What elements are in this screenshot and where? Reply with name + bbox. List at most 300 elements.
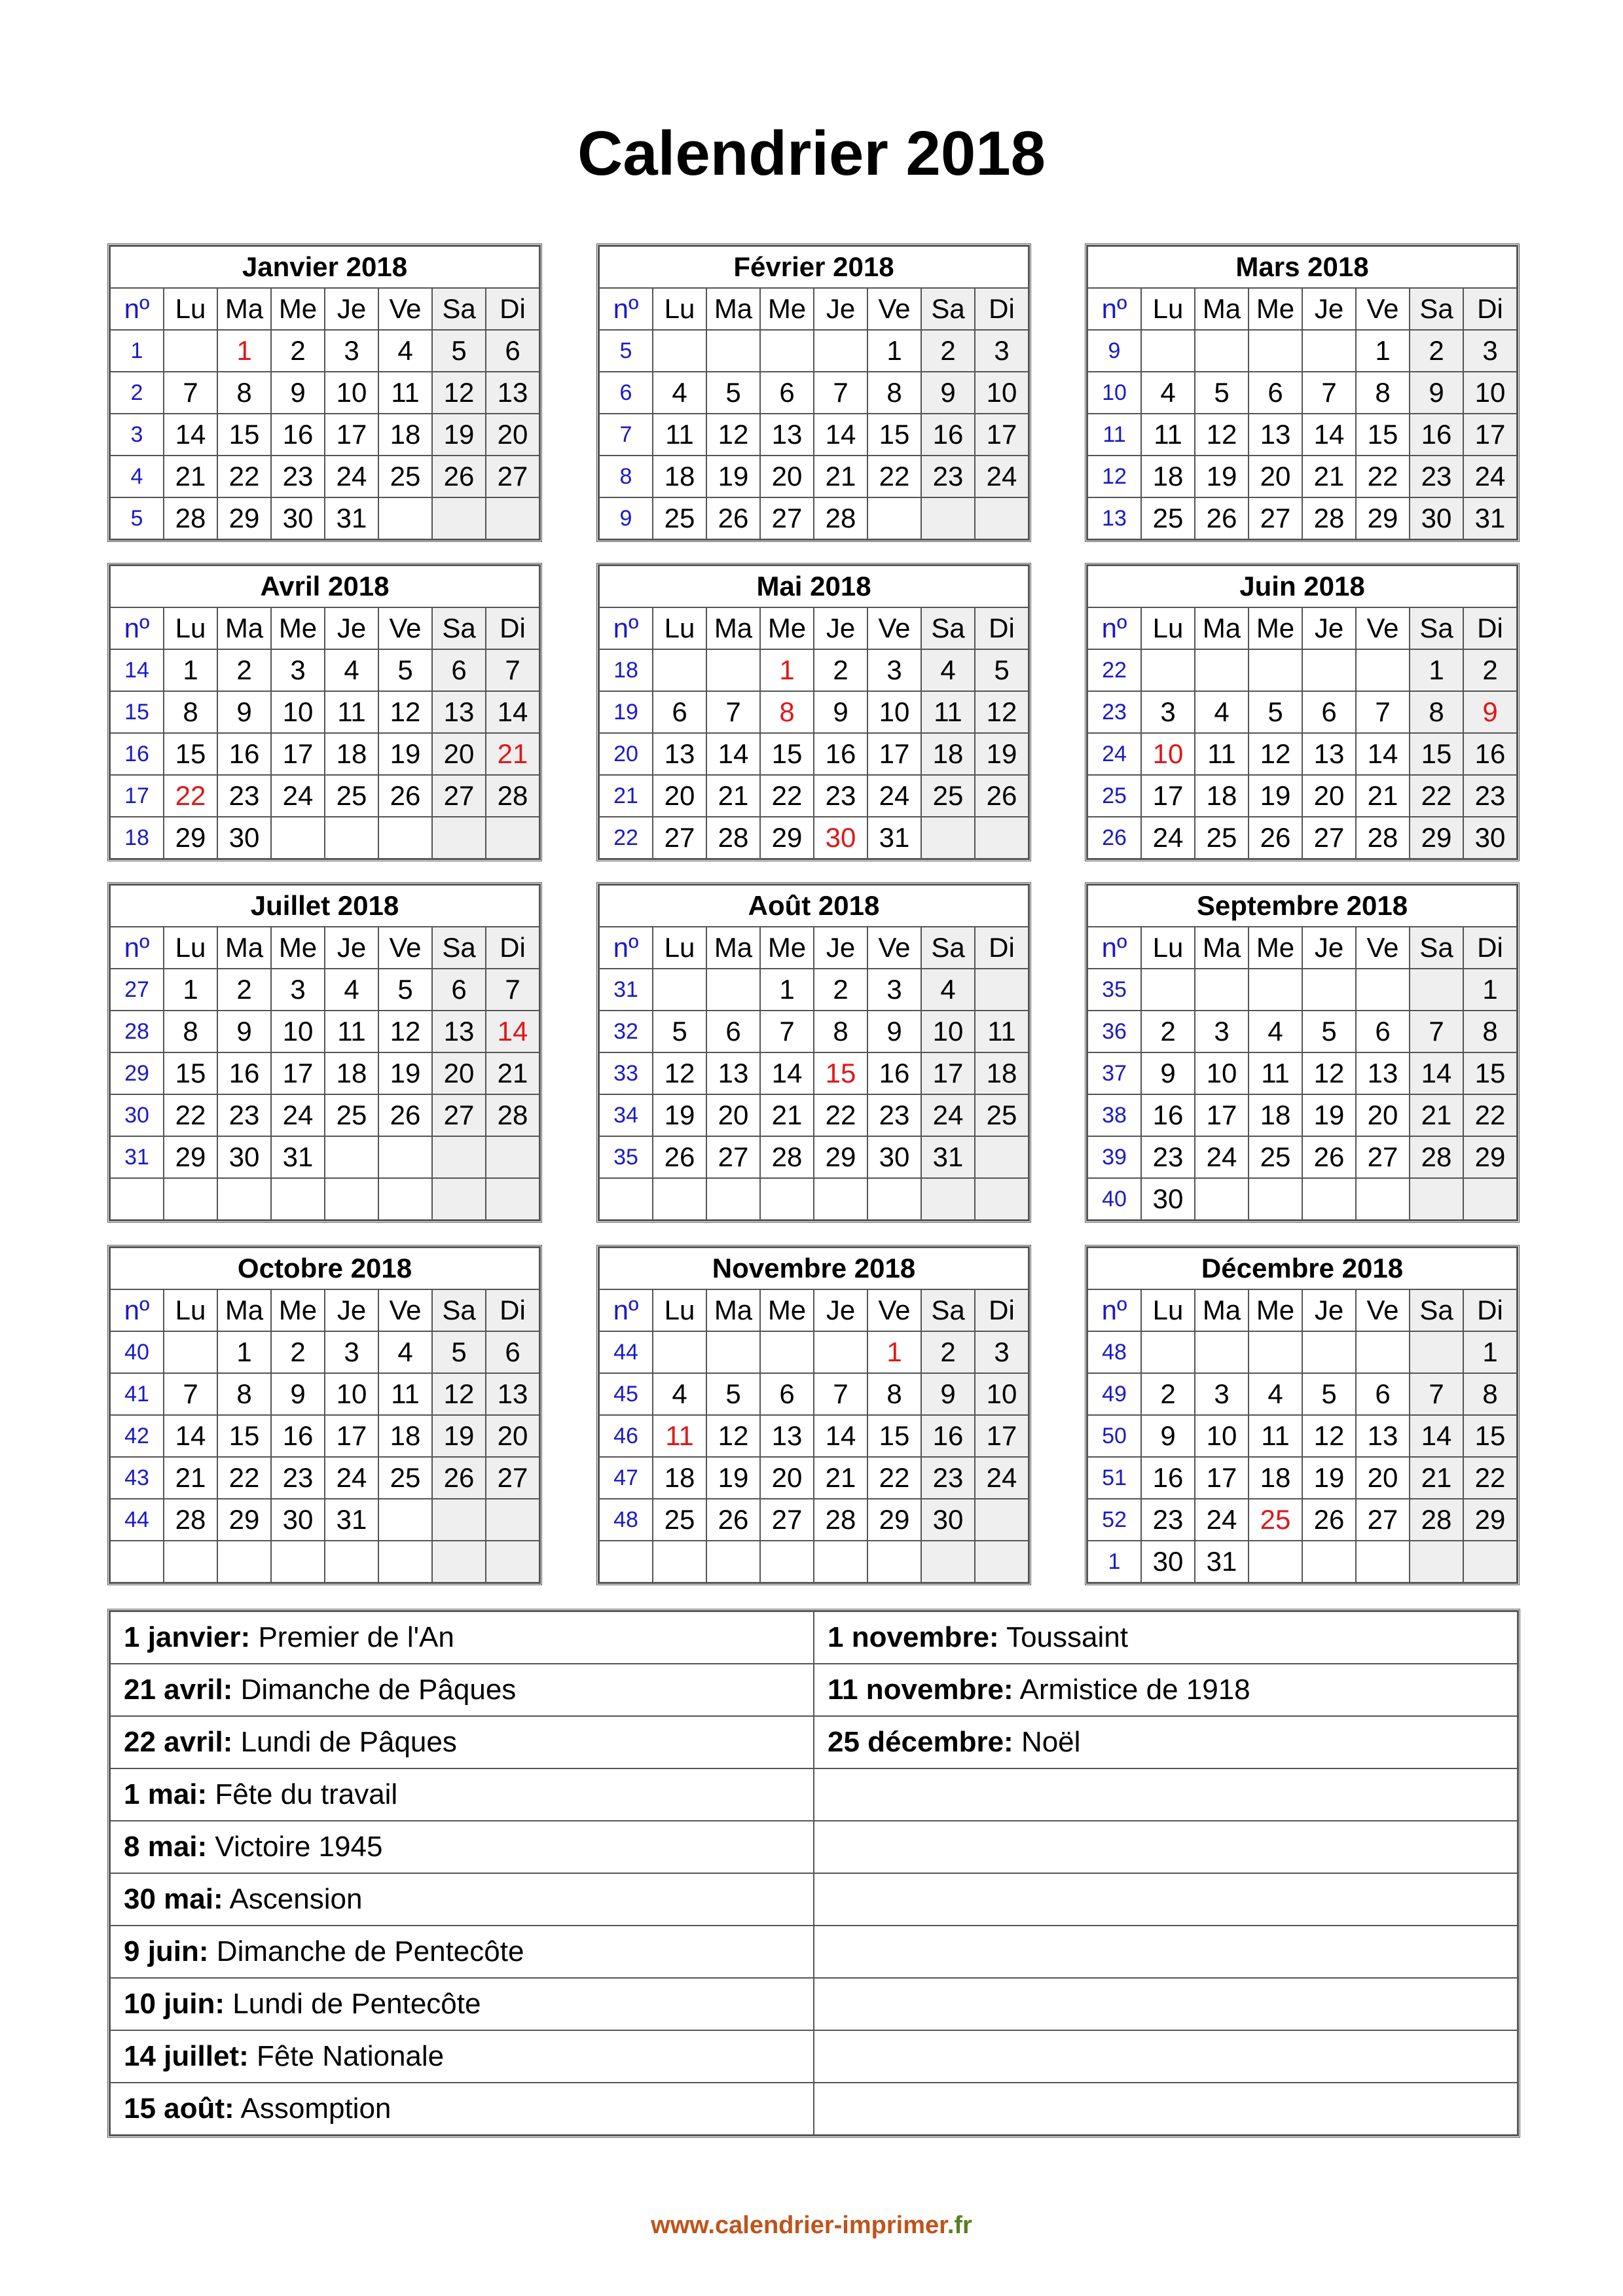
day-cell: 22 — [1356, 456, 1410, 497]
week-row — [1087, 1011, 1517, 1052]
day-cell: 13 — [486, 372, 539, 414]
day-cell: 6 — [1356, 1373, 1410, 1415]
week-row — [110, 497, 539, 539]
day-cell: 17 — [325, 414, 378, 456]
day-cell: 11 — [653, 1415, 706, 1457]
day-cell: 1 — [1356, 330, 1410, 372]
day-cell: 5 — [975, 649, 1029, 691]
day-cell: 11 — [653, 414, 706, 456]
day-cell: 18 — [1249, 1094, 1302, 1136]
holiday-cell — [110, 2030, 814, 2083]
week-number: 31 — [599, 969, 653, 1011]
week-row — [599, 1094, 1029, 1136]
day-cell: 15 — [867, 414, 921, 456]
day-cell: 13 — [760, 1415, 814, 1457]
day-cell: 1 — [164, 649, 217, 691]
holiday-cell — [110, 1821, 814, 1873]
day-cell: 13 — [760, 414, 814, 456]
weekday-header: Sa — [1410, 1289, 1463, 1331]
month-calendar — [596, 243, 1031, 542]
day-cell: 2 — [921, 330, 975, 372]
week-number: 4 — [110, 456, 164, 497]
day-cell: 10 — [867, 691, 921, 733]
week-row — [599, 456, 1029, 497]
day-cell: 5 — [1302, 1373, 1356, 1415]
day-cell: 18 — [1141, 456, 1195, 497]
day-cell — [814, 1541, 867, 1583]
week-row — [1087, 372, 1517, 414]
day-cell: 18 — [325, 1052, 378, 1094]
day-cell: 26 — [378, 1094, 432, 1136]
day-cell: 27 — [706, 1136, 760, 1178]
day-cell: 30 — [217, 817, 271, 859]
day-cell — [1249, 649, 1302, 691]
day-cell: 30 — [271, 497, 325, 539]
day-cell: 23 — [1141, 1499, 1195, 1541]
day-cell: 7 — [1302, 372, 1356, 414]
month-title: Mai 2018 — [599, 565, 1029, 607]
day-cell: 16 — [1463, 733, 1517, 775]
day-cell — [432, 1499, 486, 1541]
day-cell — [653, 649, 706, 691]
day-cell — [217, 1541, 271, 1583]
week-row — [110, 1331, 539, 1373]
day-cell — [1249, 1178, 1302, 1220]
day-cell: 11 — [1249, 1415, 1302, 1457]
day-cell — [325, 1178, 378, 1220]
week-number: 44 — [599, 1331, 653, 1373]
holiday-row — [110, 1664, 1518, 1716]
day-cell: 13 — [486, 1373, 539, 1415]
weekday-header: Ma — [706, 607, 760, 649]
day-cell: 22 — [814, 1094, 867, 1136]
week-row — [599, 372, 1029, 414]
week-number: 37 — [1087, 1052, 1141, 1094]
day-cell: 23 — [271, 1457, 325, 1499]
day-cell: 3 — [975, 330, 1029, 372]
weekday-header: Ma — [1195, 607, 1249, 649]
day-cell: 7 — [164, 372, 217, 414]
day-cell: 13 — [706, 1052, 760, 1094]
week-number: 35 — [599, 1136, 653, 1178]
day-cell — [1410, 1178, 1463, 1220]
day-cell — [486, 817, 539, 859]
day-cell: 22 — [867, 456, 921, 497]
day-cell: 26 — [1302, 1136, 1356, 1178]
day-cell: 30 — [1410, 497, 1463, 539]
month-calendar — [107, 882, 542, 1223]
day-cell — [1302, 1541, 1356, 1583]
day-cell: 23 — [1463, 775, 1517, 817]
holiday-row — [110, 1716, 1518, 1768]
week-number: 40 — [110, 1331, 164, 1373]
day-cell: 26 — [653, 1136, 706, 1178]
day-cell — [1195, 330, 1249, 372]
day-cell — [432, 497, 486, 539]
weekday-header: Sa — [432, 288, 486, 330]
day-cell: 11 — [378, 372, 432, 414]
month-title: Octobre 2018 — [110, 1247, 539, 1289]
week-number: 3 — [110, 414, 164, 456]
holiday-cell — [110, 1716, 814, 1768]
day-cell: 31 — [921, 1136, 975, 1178]
day-cell: 28 — [1302, 497, 1356, 539]
holiday-row — [110, 2030, 1518, 2083]
weekday-header: Me — [760, 288, 814, 330]
day-cell: 25 — [921, 775, 975, 817]
day-cell — [1302, 649, 1356, 691]
day-cell: 8 — [814, 1011, 867, 1052]
day-cell: 17 — [975, 414, 1029, 456]
day-cell: 12 — [432, 372, 486, 414]
day-cell: 23 — [271, 456, 325, 497]
day-cell: 29 — [760, 817, 814, 859]
week-row — [1087, 1178, 1517, 1220]
day-cell — [760, 1541, 814, 1583]
day-cell: 10 — [1463, 372, 1517, 414]
week-number: 11 — [1087, 414, 1141, 456]
day-cell: 10 — [325, 1373, 378, 1415]
holiday-name: Lundi de Pentecôte — [232, 1988, 481, 2020]
weekday-header: Di — [975, 1289, 1029, 1331]
day-cell: 2 — [1410, 330, 1463, 372]
week-number: 23 — [1087, 691, 1141, 733]
weekday-header: Ma — [706, 1289, 760, 1331]
month-title: Décembre 2018 — [1087, 1247, 1517, 1289]
day-cell: 20 — [1302, 775, 1356, 817]
day-cell — [975, 1136, 1029, 1178]
day-cell: 15 — [164, 1052, 217, 1094]
day-cell: 27 — [653, 817, 706, 859]
week-row — [599, 649, 1029, 691]
month-title: Juin 2018 — [1087, 565, 1517, 607]
day-cell: 22 — [164, 1094, 217, 1136]
page-title: Calendrier 2018 — [577, 118, 1046, 188]
day-cell: 12 — [1302, 1052, 1356, 1094]
week-row — [1087, 456, 1517, 497]
day-cell — [1141, 1331, 1195, 1373]
day-cell: 10 — [271, 1011, 325, 1052]
weekday-header: Ma — [217, 1289, 271, 1331]
day-cell: 23 — [217, 775, 271, 817]
week-number: 13 — [1087, 497, 1141, 539]
day-cell: 4 — [1249, 1373, 1302, 1415]
day-cell: 21 — [1410, 1094, 1463, 1136]
day-cell — [432, 1541, 486, 1583]
month-calendar — [1085, 882, 1520, 1223]
week-number: 14 — [110, 649, 164, 691]
week-row — [599, 691, 1029, 733]
day-cell: 30 — [1141, 1541, 1195, 1583]
day-cell: 30 — [1463, 817, 1517, 859]
week-row — [110, 817, 539, 859]
day-cell: 10 — [975, 1373, 1029, 1415]
day-cell: 21 — [486, 1052, 539, 1094]
day-cell: 29 — [814, 1136, 867, 1178]
week-number: 26 — [1087, 817, 1141, 859]
holiday-cell — [814, 1664, 1518, 1716]
month-calendar — [1085, 243, 1520, 542]
day-cell — [921, 497, 975, 539]
day-cell: 29 — [1463, 1136, 1517, 1178]
weekday-header: Me — [1249, 607, 1302, 649]
week-row — [599, 1178, 1029, 1220]
month-title: Septembre 2018 — [1087, 885, 1517, 927]
day-cell: 13 — [1356, 1052, 1410, 1094]
day-cell: 18 — [653, 456, 706, 497]
day-cell — [486, 1499, 539, 1541]
weekday-header: Me — [1249, 1289, 1302, 1331]
day-cell: 7 — [1410, 1373, 1463, 1415]
day-cell: 13 — [653, 733, 706, 775]
week-row — [599, 1136, 1029, 1178]
day-cell: 9 — [271, 372, 325, 414]
day-cell: 21 — [706, 775, 760, 817]
holiday-date: 30 mai: — [124, 1883, 223, 1915]
footer-url-tld: .fr — [947, 2212, 972, 2239]
month-title: Mars 2018 — [1087, 246, 1517, 288]
day-cell: 29 — [164, 817, 217, 859]
day-cell — [1141, 969, 1195, 1011]
weekday-header: Je — [1302, 927, 1356, 969]
day-cell: 3 — [325, 1331, 378, 1373]
day-cell — [1249, 969, 1302, 1011]
day-cell: 26 — [1195, 497, 1249, 539]
day-cell — [814, 330, 867, 372]
holiday-date: 22 avril: — [124, 1726, 233, 1758]
day-cell: 20 — [653, 775, 706, 817]
day-cell: 11 — [325, 1011, 378, 1052]
holiday-name: Assomption — [240, 2092, 392, 2125]
weekday-header: Ve — [1356, 927, 1410, 969]
day-cell — [653, 330, 706, 372]
week-row — [110, 456, 539, 497]
day-cell: 5 — [432, 1331, 486, 1373]
day-cell: 2 — [271, 330, 325, 372]
weekday-header: Me — [271, 607, 325, 649]
day-cell: 14 — [760, 1052, 814, 1094]
week-number: 1 — [1087, 1541, 1141, 1583]
day-cell: 13 — [1302, 733, 1356, 775]
week-row — [1087, 691, 1517, 733]
day-cell: 27 — [760, 1499, 814, 1541]
holiday-name: Toussaint — [1006, 1621, 1128, 1653]
weekday-header: Lu — [653, 1289, 706, 1331]
week-row — [110, 649, 539, 691]
week-row — [110, 1094, 539, 1136]
day-cell: 18 — [975, 1052, 1029, 1094]
weekday-header: Lu — [164, 607, 217, 649]
day-cell: 21 — [814, 1457, 867, 1499]
day-cell: 29 — [1356, 497, 1410, 539]
day-cell — [1302, 1331, 1356, 1373]
day-cell: 25 — [325, 775, 378, 817]
day-cell: 15 — [1463, 1415, 1517, 1457]
day-cell: 29 — [867, 1499, 921, 1541]
day-cell: 28 — [486, 1094, 539, 1136]
day-cell: 20 — [486, 414, 539, 456]
weekday-header: Lu — [164, 1289, 217, 1331]
day-cell — [867, 497, 921, 539]
month-title: Février 2018 — [599, 246, 1029, 288]
weekday-header: Je — [325, 607, 378, 649]
weekday-header: Me — [760, 1289, 814, 1331]
day-cell — [1356, 1541, 1410, 1583]
week-number: 34 — [599, 1094, 653, 1136]
holiday-date: 21 avril: — [124, 1674, 233, 1706]
day-cell: 17 — [1141, 775, 1195, 817]
week-row — [110, 1136, 539, 1178]
week-number-header: nº — [599, 927, 653, 969]
weekday-header: Lu — [1141, 927, 1195, 969]
weekday-header: Je — [814, 927, 867, 969]
weekday-header: Di — [975, 607, 1029, 649]
day-cell: 29 — [217, 497, 271, 539]
week-row — [1087, 414, 1517, 456]
day-cell — [706, 330, 760, 372]
week-number-header: nº — [110, 607, 164, 649]
day-cell: 12 — [1249, 733, 1302, 775]
week-row — [599, 817, 1029, 859]
day-cell: 17 — [867, 733, 921, 775]
day-cell — [325, 1541, 378, 1583]
day-cell: 20 — [432, 1052, 486, 1094]
day-cell — [760, 1178, 814, 1220]
week-number-header: nº — [1087, 1289, 1141, 1331]
day-cell: 19 — [706, 1457, 760, 1499]
day-cell — [217, 1178, 271, 1220]
day-cell: 11 — [325, 691, 378, 733]
weekday-header: Ma — [1195, 927, 1249, 969]
day-cell — [378, 1136, 432, 1178]
day-cell: 4 — [1249, 1011, 1302, 1052]
day-cell: 10 — [325, 372, 378, 414]
day-cell: 29 — [164, 1136, 217, 1178]
day-cell: 3 — [1195, 1011, 1249, 1052]
day-cell: 22 — [1463, 1094, 1517, 1136]
day-cell: 8 — [164, 691, 217, 733]
footer-url[interactable] — [0, 2209, 1623, 2242]
day-cell: 25 — [1249, 1499, 1302, 1541]
week-row — [1087, 1136, 1517, 1178]
day-cell — [1410, 1541, 1463, 1583]
weekday-header: Me — [760, 927, 814, 969]
day-cell: 24 — [921, 1094, 975, 1136]
day-cell: 8 — [760, 691, 814, 733]
day-cell: 23 — [1410, 456, 1463, 497]
weekday-header: Je — [814, 1289, 867, 1331]
day-cell — [486, 1541, 539, 1583]
day-cell: 9 — [867, 1011, 921, 1052]
day-cell: 18 — [653, 1457, 706, 1499]
weekday-header: Me — [271, 1289, 325, 1331]
holiday-date: 1 mai: — [124, 1778, 208, 1810]
week-number-header: nº — [599, 1289, 653, 1331]
day-cell: 7 — [814, 372, 867, 414]
week-number: 40 — [1087, 1178, 1141, 1220]
day-cell: 10 — [271, 691, 325, 733]
weekday-header: Di — [486, 288, 539, 330]
day-cell: 20 — [432, 733, 486, 775]
day-cell: 15 — [1463, 1052, 1517, 1094]
weekday-header: Ve — [378, 288, 432, 330]
day-cell — [706, 1331, 760, 1373]
day-cell: 13 — [1356, 1415, 1410, 1457]
day-cell — [378, 1178, 432, 1220]
day-cell: 13 — [432, 691, 486, 733]
week-row — [110, 1541, 539, 1583]
weekday-header: Je — [814, 607, 867, 649]
day-cell — [378, 817, 432, 859]
weekday-header: Sa — [1410, 927, 1463, 969]
weekday-header: Ma — [706, 288, 760, 330]
day-cell: 21 — [164, 456, 217, 497]
weekday-header: Di — [1463, 288, 1517, 330]
day-cell: 25 — [378, 456, 432, 497]
day-cell: 7 — [814, 1373, 867, 1415]
weekday-header: Ve — [867, 607, 921, 649]
day-cell — [760, 1331, 814, 1373]
day-cell: 15 — [164, 733, 217, 775]
day-cell — [867, 1178, 921, 1220]
day-cell: 7 — [1410, 1011, 1463, 1052]
day-cell: 6 — [1356, 1011, 1410, 1052]
day-cell: 6 — [706, 1011, 760, 1052]
day-cell: 25 — [1195, 817, 1249, 859]
holiday-cell — [814, 1768, 1518, 1821]
weekday-header: Di — [1463, 1289, 1517, 1331]
day-cell: 17 — [1463, 414, 1517, 456]
day-cell: 8 — [217, 372, 271, 414]
day-cell — [1463, 1178, 1517, 1220]
day-cell — [378, 497, 432, 539]
day-cell: 6 — [653, 691, 706, 733]
holiday-cell — [110, 2083, 814, 2135]
day-cell — [1463, 1541, 1517, 1583]
week-row — [110, 1373, 539, 1415]
holiday-date: 25 décembre: — [828, 1726, 1013, 1758]
holiday-name: Armistice de 1918 — [1019, 1674, 1250, 1706]
week-row — [110, 1011, 539, 1052]
weekday-header: Je — [325, 927, 378, 969]
weekday-header: Ve — [867, 288, 921, 330]
week-row — [110, 733, 539, 775]
week-row — [110, 1499, 539, 1541]
day-cell — [1195, 1178, 1249, 1220]
week-number: 22 — [599, 817, 653, 859]
day-cell: 25 — [975, 1094, 1029, 1136]
week-number: 35 — [1087, 969, 1141, 1011]
week-row — [110, 1415, 539, 1457]
day-cell — [814, 1331, 867, 1373]
holiday-name: Premier de l'An — [258, 1621, 454, 1653]
day-cell: 18 — [1249, 1457, 1302, 1499]
day-cell: 4 — [1195, 691, 1249, 733]
holiday-name: Dimanche de Pentecôte — [216, 1935, 524, 1967]
week-row — [110, 1178, 539, 1220]
holiday-name: Lundi de Pâques — [240, 1726, 457, 1758]
weekday-header: Me — [271, 288, 325, 330]
month-title: Avril 2018 — [110, 565, 539, 607]
day-cell: 11 — [1195, 733, 1249, 775]
day-cell: 3 — [867, 649, 921, 691]
week-number-header: nº — [1087, 927, 1141, 969]
day-cell: 12 — [706, 1415, 760, 1457]
day-cell: 9 — [217, 691, 271, 733]
weekday-header: Sa — [432, 927, 486, 969]
day-cell: 8 — [1463, 1373, 1517, 1415]
week-number-header: nº — [110, 1289, 164, 1331]
